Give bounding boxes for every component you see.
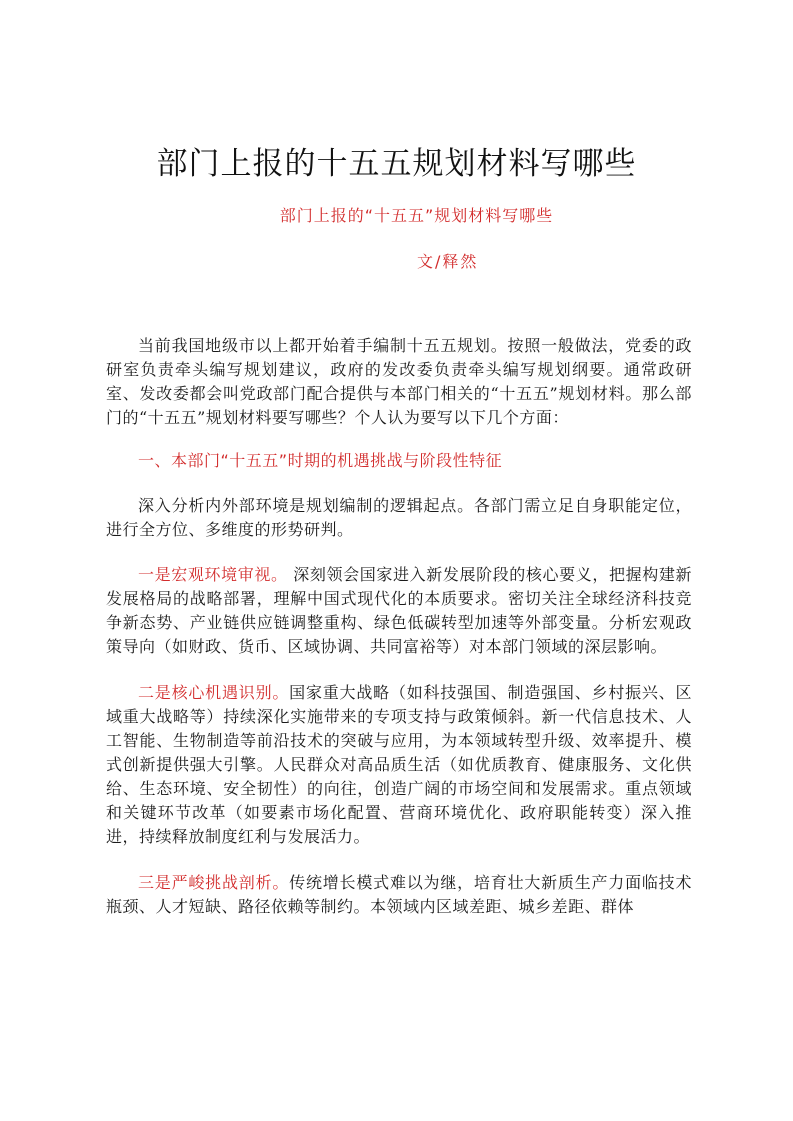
section-intro-paragraph: 深入分析内外部环境是规划编制的逻辑起点。各部门需立足自身职能定位，进行全方位、多维度的形势研判。	[106, 496, 692, 539]
section-heading: 一、本部门“十五五”时期的机遇挑战与阶段性特征	[138, 451, 503, 470]
point-text: 传统增长模式难以为继，培育壮大新质生产力面临技术瓶颈、人才短缺、路径依赖等制约。本领域内区域差距、城乡差距、群体	[106, 873, 692, 916]
document-body	[106, 334, 692, 919]
point-label: 三是严峻挑战剖析。	[138, 873, 290, 892]
point-text: 国家重大战略（如科技强国、制造强国、乡村振兴、区域重大战略等）持续深化实施带来的专项支持与政策倾斜。新一代信息技术、人工智能、生物制造等前沿技术的突破与应用，为本领域转型升级、效率提升、模式创新提供强大引擎。人民群众对高品质生活（如优质教育、健康服务、文化供给、生态环境、安全韧性）的向往，创造广阔的市场空间和发展需求。重点领域和关键环节改革（如要素市场化配置、营商环境优化、政府职能转变）深入推进，持续释放制度红利与发展活力。	[106, 683, 692, 846]
point-label: 二是核心机遇识别。	[138, 683, 290, 702]
point-label: 一是宏观环境审视。	[138, 565, 288, 584]
document-subtitle: 部门上报的“十五五”规划材料写哪些	[279, 206, 554, 225]
point-text: 深刻领会国家进入新发展阶段的核心要义，把握构建新发展格局的战略部署，理解中国式现代化的本质要求。密切关注全球经济科技竞争新态势、产业链供应链调整重构、绿色低碳转型加速等外部变量。分析宏观政策导向（如财政、货币、区域协调、共同富裕等）对本部门领域的深层影响。	[106, 565, 692, 656]
author-line: 文/释然	[417, 252, 479, 271]
point-paragraph-opportunities	[106, 681, 692, 849]
point-paragraph-macro	[106, 563, 692, 659]
point-paragraph-challenges	[106, 871, 692, 919]
intro-paragraph: 当前我国地级市以上都开始着手编制十五五规划。按照一般做法，党委的政研室负责牵头编写规划建议，政府的发改委负责牵头编写规划纲要。通常政研室、发改委都会叫党政部门配合提供与本部门相关的“十五五”规划材料。那么部门的“十五五”规划材料要写哪些？个人认为要写以下几个方面：	[106, 336, 692, 427]
document-title: 部门上报的十五五规划材料写哪些	[156, 146, 637, 182]
